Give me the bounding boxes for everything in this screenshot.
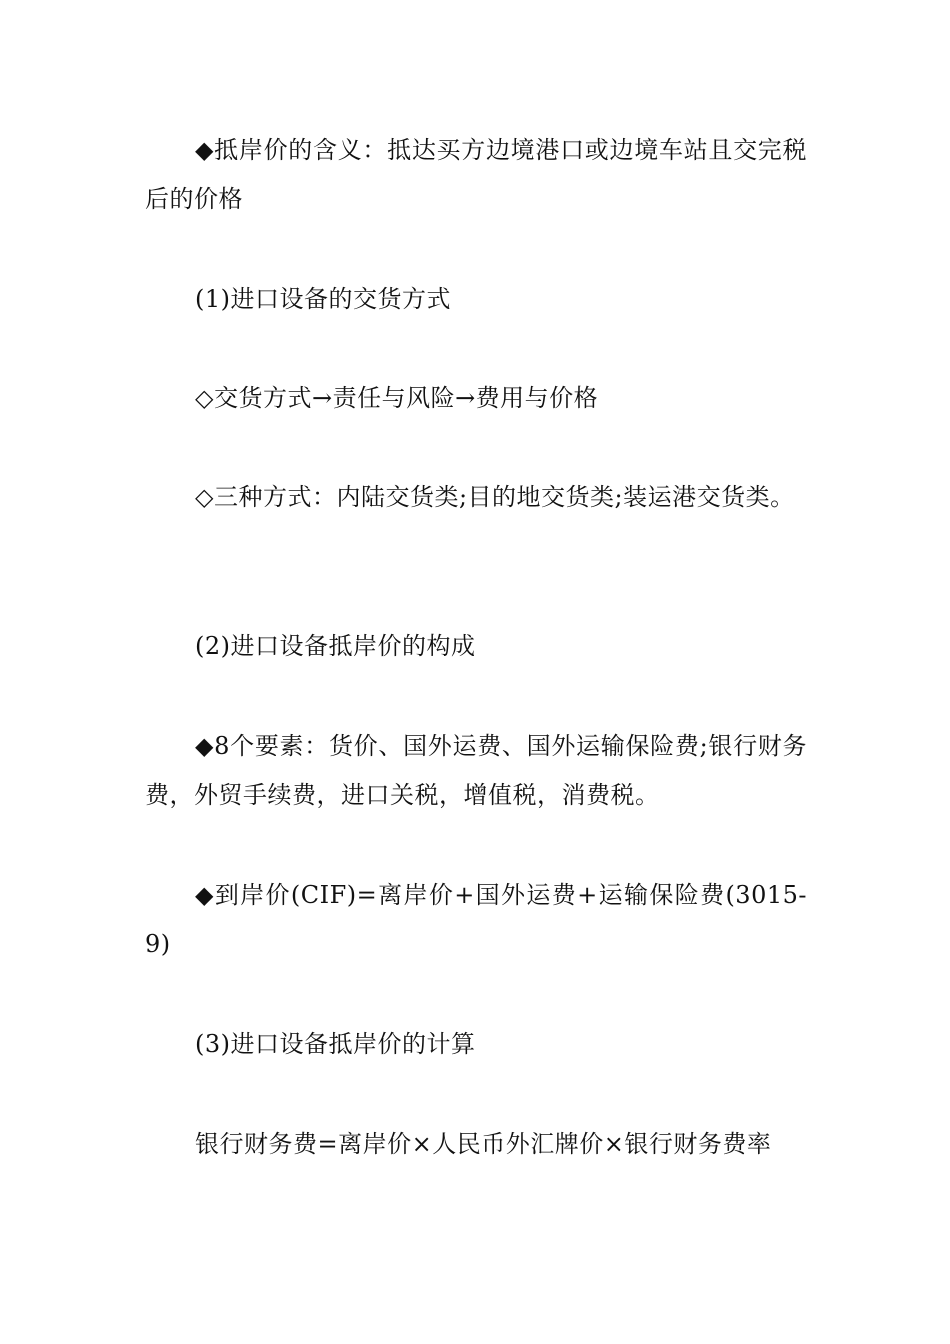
- paragraph-delivery-flow: ◇交货方式→责任与风险→费用与价格: [195, 384, 599, 412]
- paragraph-three-methods: ◇三种方式：内陆交货类;目的地交货类;装运港交货类。: [195, 483, 795, 511]
- heading-delivery-methods: (1)进口设备的交货方式: [195, 285, 451, 313]
- heading-price-composition: (2)进口设备抵岸价的构成: [195, 632, 476, 660]
- paragraph-cif-formula: ◆到岸价(CIF)=离岸价+国外运费+运输保险费(3015-9): [145, 881, 807, 958]
- paragraph-landed-price-definition: ◆抵岸价的含义：抵达买方边境港口或边境车站且交完税后的价格: [145, 136, 807, 213]
- paragraph-eight-elements: ◆8个要素：货价、国外运费、国外运输保险费;银行财务费，外贸手续费，进口关税，增值税，消费税。: [145, 732, 807, 809]
- heading-price-calculation: (3)进口设备抵岸价的计算: [195, 1030, 476, 1058]
- paragraph-bank-fee-formula: 银行财务费=离岸价×人民币外汇牌价×银行财务费率: [195, 1130, 772, 1158]
